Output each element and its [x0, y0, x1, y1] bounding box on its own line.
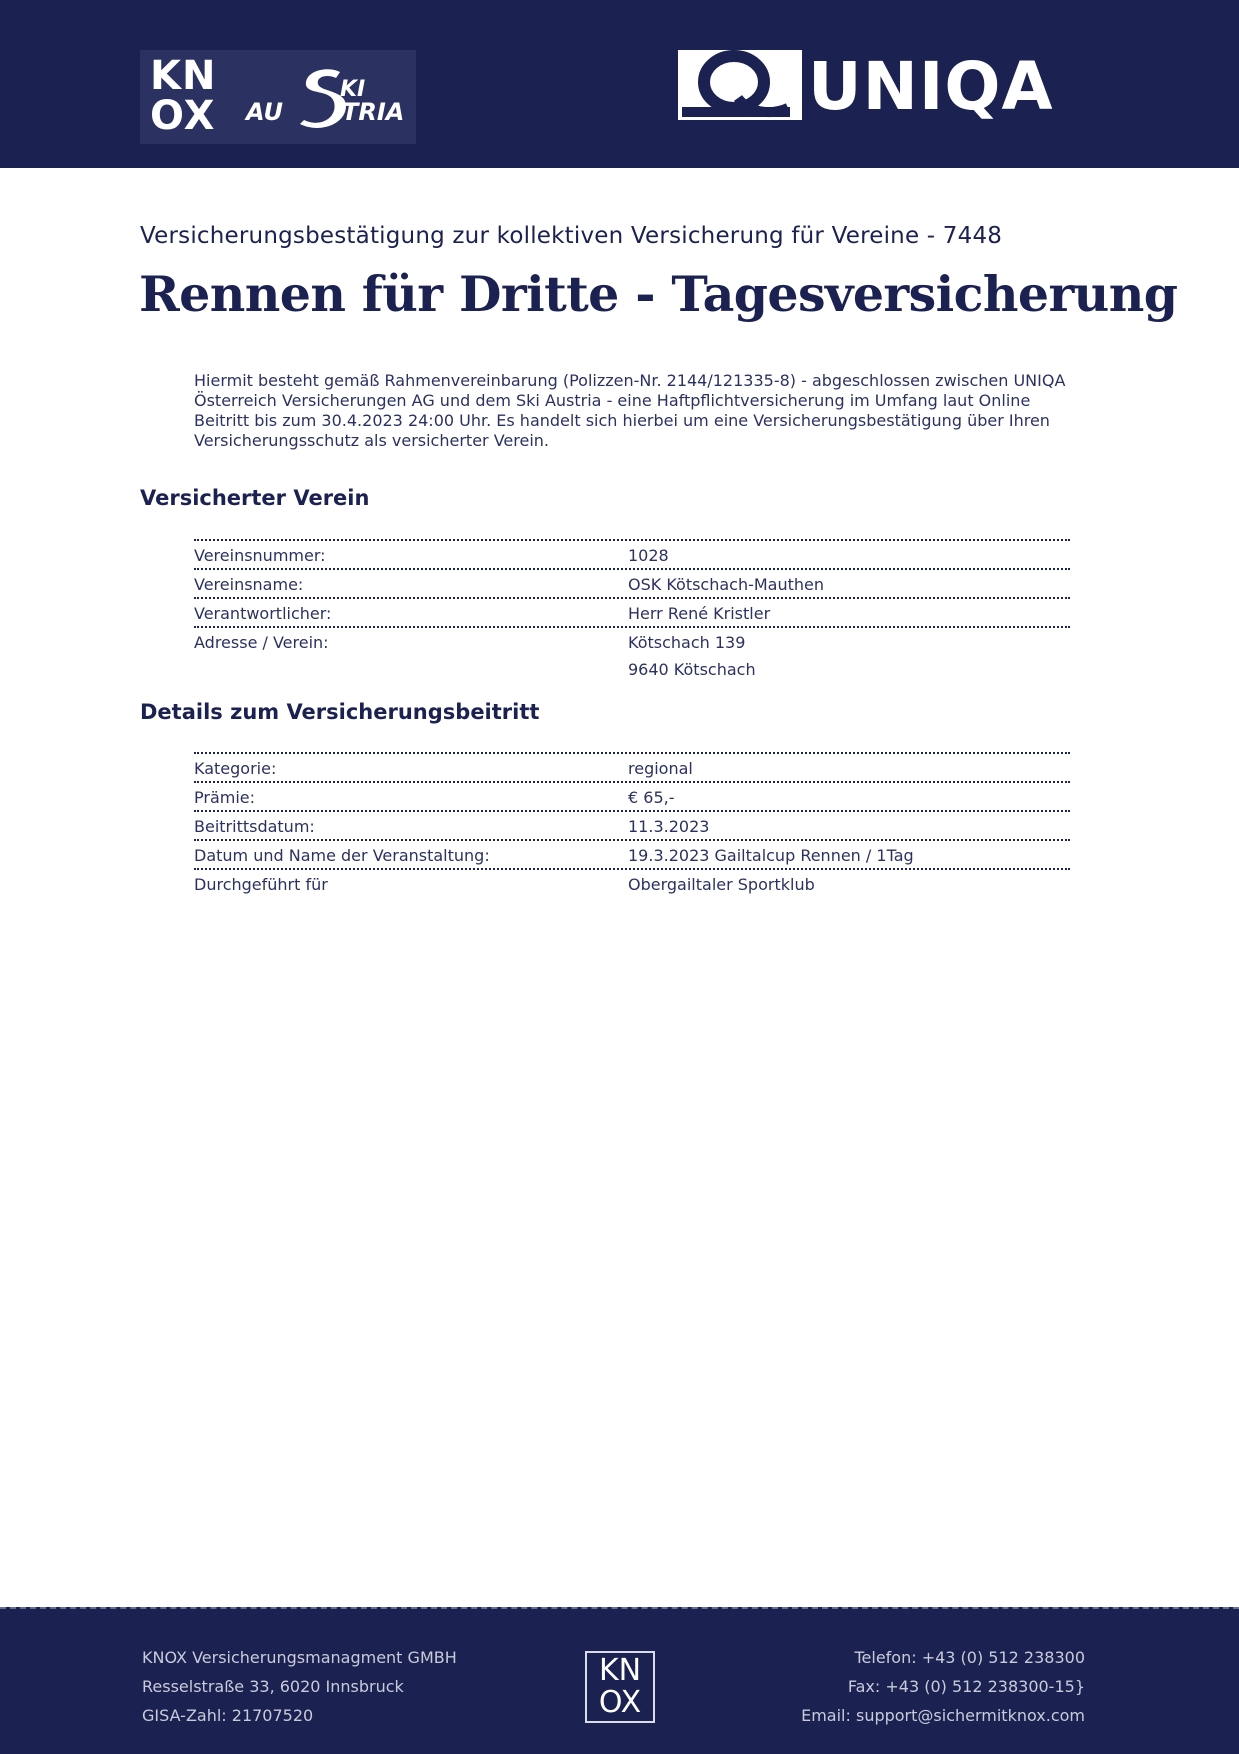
- row-value: 19.3.2023 Gailtalcup Rennen / 1Tag: [628, 846, 914, 865]
- footer-email[interactable]: Email: support@sichermitknox.com: [801, 1706, 1085, 1725]
- row-value: 1028: [628, 546, 669, 565]
- row-value: € 65,-: [628, 788, 675, 807]
- footer-address: Resselstraße 33, 6020 Innsbruck: [142, 1677, 404, 1696]
- row-value: regional: [628, 759, 693, 778]
- knox-logo-row2: OX: [150, 93, 216, 139]
- knox-ski-austria-logo: [140, 50, 416, 144]
- row-label: Vereinsname:: [194, 575, 304, 594]
- footer-company-name: KNOX Versicherungsmanagment GMBH: [142, 1648, 457, 1667]
- document-title: Rennen für Dritte - Tagesversicherung: [139, 265, 1178, 323]
- row-label: Kategorie:: [194, 759, 277, 778]
- svg-text:AU: AU: [246, 98, 283, 126]
- document-subtitle: Versicherungsbestätigung zur kollektiven Versicherung für Vereine - 7448: [140, 223, 1003, 249]
- footer-phone: Telefon: +43 (0) 512 238300: [854, 1648, 1085, 1667]
- table-row: [194, 810, 1070, 839]
- page-footer: [0, 1607, 1239, 1754]
- row-value: OSK Kötschach-Mauthen: [628, 575, 825, 594]
- row-label: Vereinsnummer:: [194, 546, 326, 565]
- row-label: Beitrittsdatum:: [194, 817, 315, 836]
- table-row: [194, 868, 1070, 897]
- row-label: Verantwortlicher:: [194, 604, 332, 623]
- uniqa-wordmark: UNIQA: [808, 48, 1054, 125]
- club-table: [194, 539, 1070, 684]
- row-label: Prämie:: [194, 788, 256, 807]
- ski-austria-logo: [242, 62, 408, 132]
- intro-paragraph: Hiermit besteht gemäß Rahmenvereinbarung (Polizzen-Nr. 2144/121335-8) - abgeschlossen zwischen UNIQA Österreich Versicherungen AG und dem Ski Austria - eine Haftpflichtversicherung im Umfang laut Online Beitritt bis zum 30.4.2023 24:00 Uhr. Es handelt sich hierbei um eine Versicherungsbestätigung über Ihren Versicherungsschutz als versicherter Verein.: [194, 371, 1066, 450]
- knox-logo-row1: KN: [150, 53, 217, 99]
- footer-logo-row2: OX: [598, 1685, 642, 1720]
- row-value: 11.3.2023: [628, 817, 710, 836]
- uniqa-logo: [678, 48, 1064, 125]
- table-row: [194, 839, 1070, 868]
- table-row: [194, 781, 1070, 810]
- details-table: [194, 752, 1070, 897]
- footer-knox-logo: [585, 1651, 655, 1723]
- row-label: Adresse / Verein:: [194, 633, 329, 652]
- address-line2: 9640 Kötschach: [628, 660, 756, 679]
- footer-fax: Fax: +43 (0) 512 238300-15}: [847, 1677, 1085, 1696]
- table-row: [194, 539, 1070, 568]
- page-header: [0, 0, 1239, 168]
- row-value: Herr René Kristler: [628, 604, 771, 623]
- knox-logo: [150, 53, 226, 139]
- table-row: [194, 597, 1070, 626]
- footer-company-info: [142, 1643, 457, 1730]
- table-row: [194, 655, 1070, 684]
- table-row: [194, 752, 1070, 781]
- row-label: Durchgeführt für: [194, 875, 328, 894]
- table-row: [194, 568, 1070, 597]
- footer-contact-info: [801, 1643, 1085, 1730]
- details-section-heading: Details zum Versicherungsbeitritt: [140, 700, 540, 724]
- club-section-heading: Versicherter Verein: [140, 486, 370, 510]
- uniqa-swirl-icon: [678, 50, 802, 120]
- row-value: Kötschach 139: [628, 633, 746, 652]
- table-row: [194, 626, 1070, 655]
- svg-text:TRIA: TRIA: [342, 98, 405, 126]
- row-value: Obergailtaler Sportklub: [628, 875, 815, 894]
- footer-logo-row1: KN: [598, 1653, 642, 1688]
- svg-text:KI: KI: [340, 77, 366, 102]
- row-label: Datum und Name der Veranstaltung:: [194, 846, 490, 865]
- footer-gisa: GISA-Zahl: 21707520: [142, 1706, 314, 1725]
